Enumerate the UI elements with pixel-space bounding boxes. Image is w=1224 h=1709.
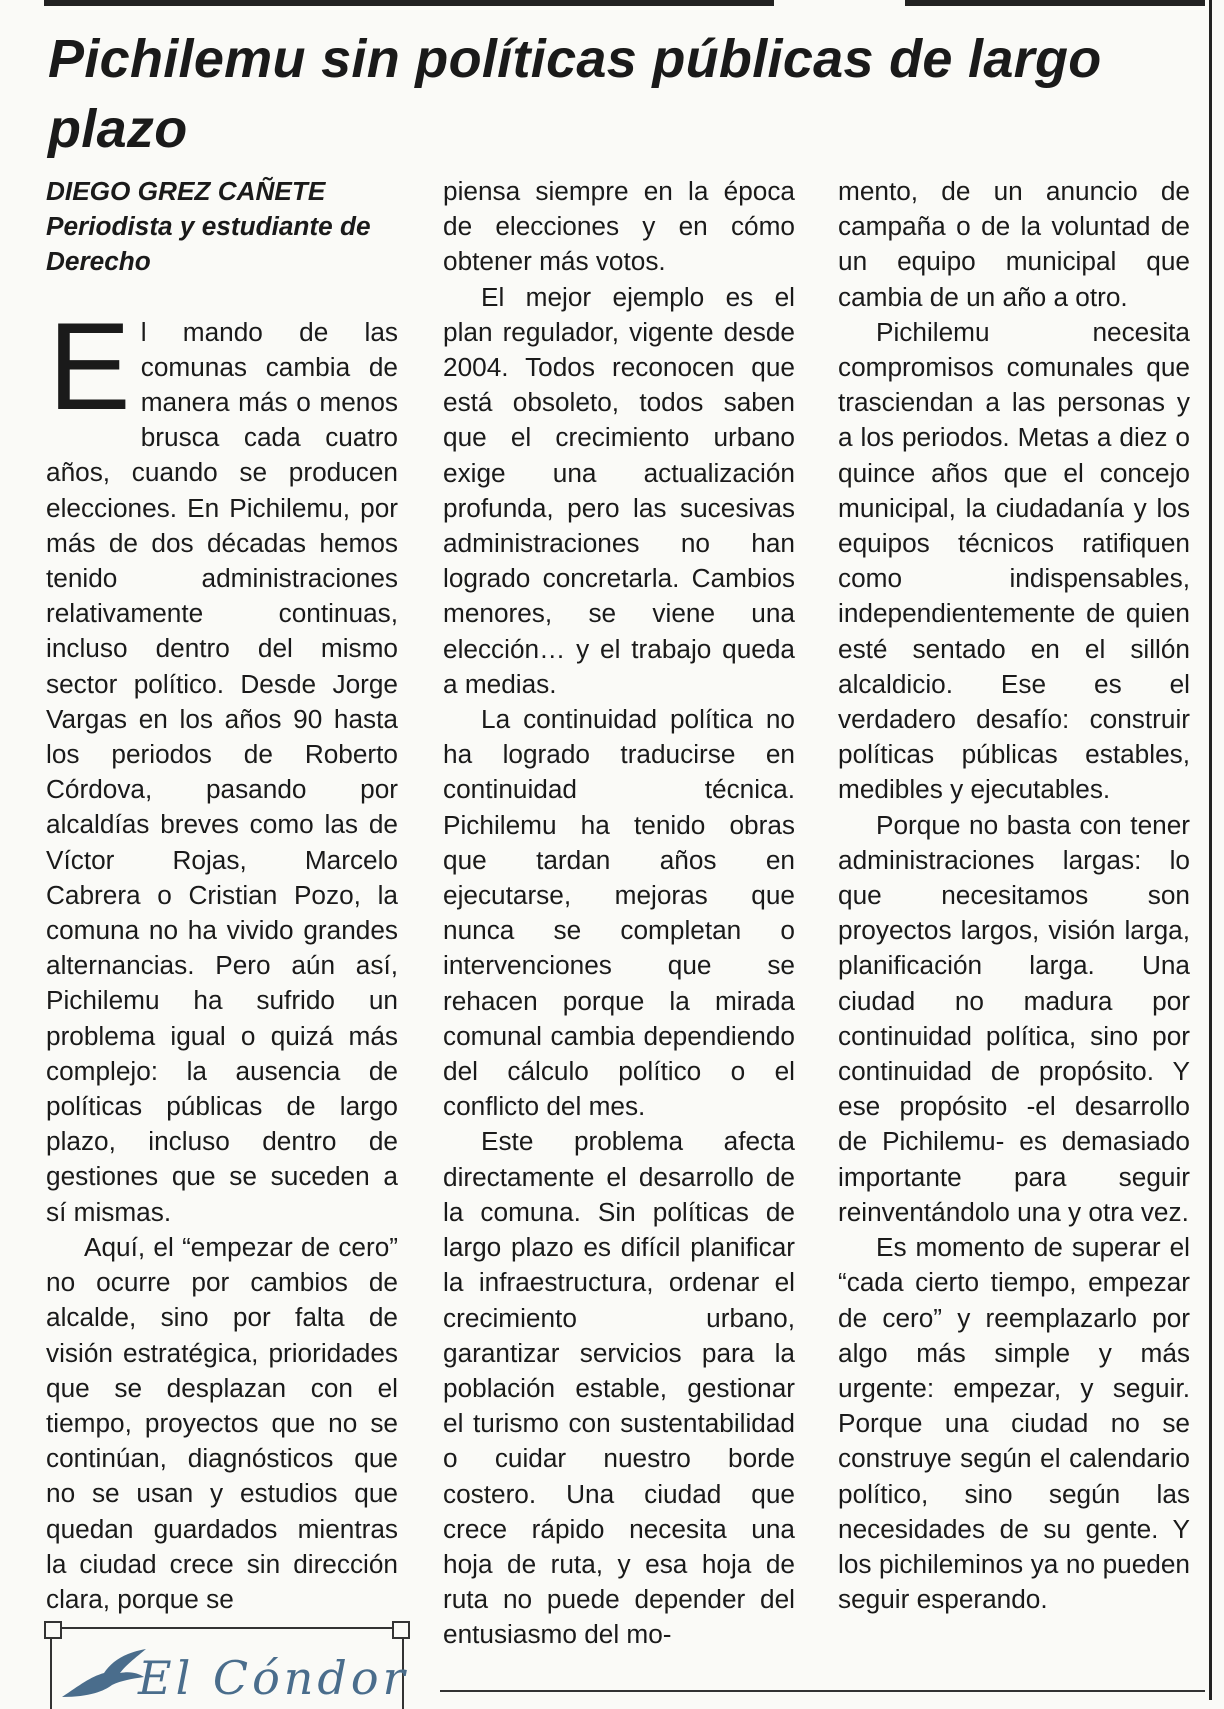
paragraph: piensa siempre en la época de elecciones y en cómo obtener más votos. [443,176,795,277]
headline: Pichilemu sin políticas públicas de largo plazo [48,29,1102,159]
column-1 [46,174,398,1617]
author-name: DIEGO GREZ CAÑETE [46,176,326,206]
paragraph: Porque no basta con tener administraciones largas: lo que necesitamos son proyectos largos, visión larga, planificación larga. Una ciudad no madura por continuidad política, sino por continuidad de propósito. Y ese propósito -el desarrollo de Pichilemu- es demasiado importante para seguir reinventándolo una y otra vez. [838,809,1190,1227]
drop-cap: E [48,297,131,436]
lead-paragraph-block [46,297,398,1230]
paragraph: l mando de las comunas cambia de manera más o menos brusca cada cuatro años, cuando se producen elecciones. En Pichilemu, por más de dos décadas hemos tenido administraciones relativamente continuas, incluso dentro del mismo sector político. Desde Jorge Vargas en los años 90 hasta los periodos de Roberto Córdova, pasando por alcaldías breves como las de Víctor Rojas, Marcelo Cabrera o Cristian Pozo, la comuna no ha vivido grandes alternancias. Pero aún así, Pichilemu ha sufrido un problema igual o quizá más complejo: la ausencia de políticas públicas de largo plazo, incluso dentro de gestiones que se suceden a sí mismas. [46,316,398,1227]
publication-logo [50,1627,409,1709]
top-rule [44,0,774,6]
paragraph: El mejor ejemplo es el plan regulador, vigente desde 2004. Todos reconocen que está obsoleto, todos saben que el crecimiento urbano exige una actualización profunda, pero las sucesivas administraciones no han logrado concretarla. Cambios menores, se viene una elección… y el trabajo queda a medias. [443,281,795,699]
paragraph: Este problema afecta directamente el desarrollo de la comuna. Sin políticas de largo plazo es difícil planificar la infraestructura, ordenar el crecimiento urbano, garantizar servicios para la población estable, gestionar el turismo con sustentabilidad o cuidar nuestro borde costero. Una ciudad que crece rápido necesita una hoja de ruta, y esa hoja de ruta no puede depender del entusiasmo del mo- [443,1126,795,1650]
paragraph: mento, de un anuncio de campaña o de la voluntad de un equipo municipal que cambia de un año a otro. [838,176,1190,312]
paragraph: Aquí, el “empezar de cero” no ocurre por cambios de alcalde, sino por falta de visión estratégica, prioridades que se desplazan con el tiempo, proyectos que no se continúan, diagnósticos que no se usan y estudios que quedan guardados mientras la ciudad crece sin dirección clara, porque se [46,1231,398,1614]
bottom-rule [440,1690,1205,1692]
paragraph: Es momento de superar el “cada cierto tiempo, empezar de cero” y reemplazarlo por algo más simple y más urgente: empezar, y seguir. Porque una ciudad no se construye según el calendario político, sino según las necesidades de su gente. Y los pichileminos ya no pueden seguir esperando. [838,1232,1190,1615]
condor-icon [60,1647,150,1702]
column-2 [443,174,795,1653]
top-rule-right [905,0,1205,6]
top-fragment [790,0,890,7]
paragraph: Pichilemu necesita compromisos comunales que trasciendan a las personas y a los periodos. Metas a diez o quince años que el concejo municipal, la ciudadanía y los equipos técnicos ratifiquen como indispensables, independientemente de quien esté sentado en el sillón alcaldicio. Ese es el verdadero desafío: construir políticas públicas estables, medibles y ejecutables. [838,316,1190,805]
right-border [1209,0,1212,1700]
author-role: Periodista y estudiante de Derecho [46,211,371,277]
byline [46,174,398,280]
logo-corner [392,1621,410,1639]
paragraph: La continuidad política no ha logrado traducirse en continuidad técnica. Pichilemu ha tenido obras que tardan años en ejecutarse, mejoras que nunca se completan o intervenciones que se rehacen porque la mirada comunal cambia dependiendo del cálculo político o el conflicto del mes. [443,704,795,1122]
column-3 [838,174,1190,1617]
logo-text: El Cóndor [138,1651,409,1705]
logo-corner [44,1621,62,1639]
